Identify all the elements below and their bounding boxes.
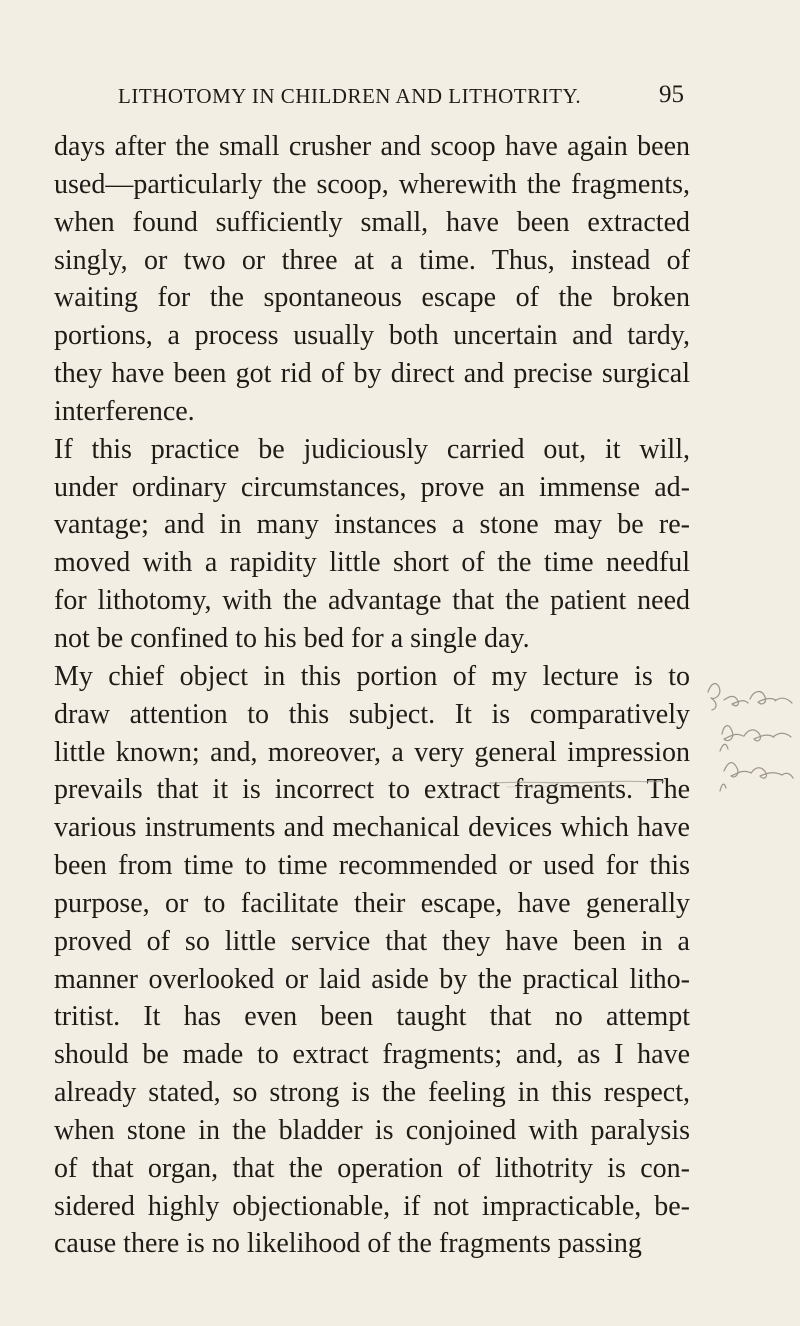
text-line: under ordinary circumstances, prove an immense ad- [54,471,690,503]
text-line: little known; and, moreover, a very general impression [54,736,690,768]
text-line: days after the small crusher and scoop have again been [54,131,690,162]
text-line: moved with a rapidity little short of the time needful [54,547,690,579]
text-line: vantage; and in many instances a stone may be re- [54,509,690,541]
text-line: already stated, so strong is the feeling in this respect, [54,1077,690,1109]
text-line: when found sufficiently small, have been extracted [54,206,690,238]
handwritten-marginal-note-icon [704,670,796,800]
text-line: draw attention to this subject. It is comparatively [54,698,690,730]
text-line: not be confined to his bed for a single day. [54,622,530,654]
running-head [118,81,686,114]
text-line: of that organ, that the operation of lithotrity is con- [54,1152,690,1184]
text-line: tritist. It has even been taught that no attempt [54,1001,690,1033]
text-line: been from time to time recommended or used for this [54,850,690,882]
text-line: manner overlooked or laid aside by the practical litho- [54,963,690,995]
page-number: 95 [659,81,684,108]
text-line: cause there is no likelihood of the fragments passing [54,1228,642,1260]
text-line: sidered highly objectionable, if not impracticable, be- [54,1190,690,1222]
text-line: should be made to extract fragments; and, as I have [54,1039,690,1071]
running-title: LITHOTOMY IN CHILDREN AND LITHOTRITY. [118,84,582,108]
text-line: various instruments and mechanical devices which have [54,812,690,844]
text-line: singly, or two or three at a time. Thus, instead of [54,244,690,276]
text-line: portions, a process usually both uncertain and tardy, [54,320,690,352]
text-line: they have been got rid of by direct and precise surgical [54,358,690,390]
text-line: when stone in the bladder is conjoined with paralysis [54,1114,690,1146]
text-line: If this practice be judiciously carried out, it will, [54,433,690,465]
text-line: used—particularly the scoop, wherewith the fragments, [54,168,690,200]
text-line: prevails that it is incorrect to extract fragments. The [54,774,690,806]
text-line: interference. [54,395,195,427]
text-line: My chief object in this portion of my lecture is to [54,660,690,692]
text-line: purpose, or to facilitate their escape, have generally [54,887,690,919]
body-text [54,128,690,1263]
text-line: proved of so little service that they have been in a [54,925,690,957]
text-line: for lithotomy, with the advantage that the patient need [54,585,690,617]
text-line: waiting for the spontaneous escape of the broken [54,282,690,314]
